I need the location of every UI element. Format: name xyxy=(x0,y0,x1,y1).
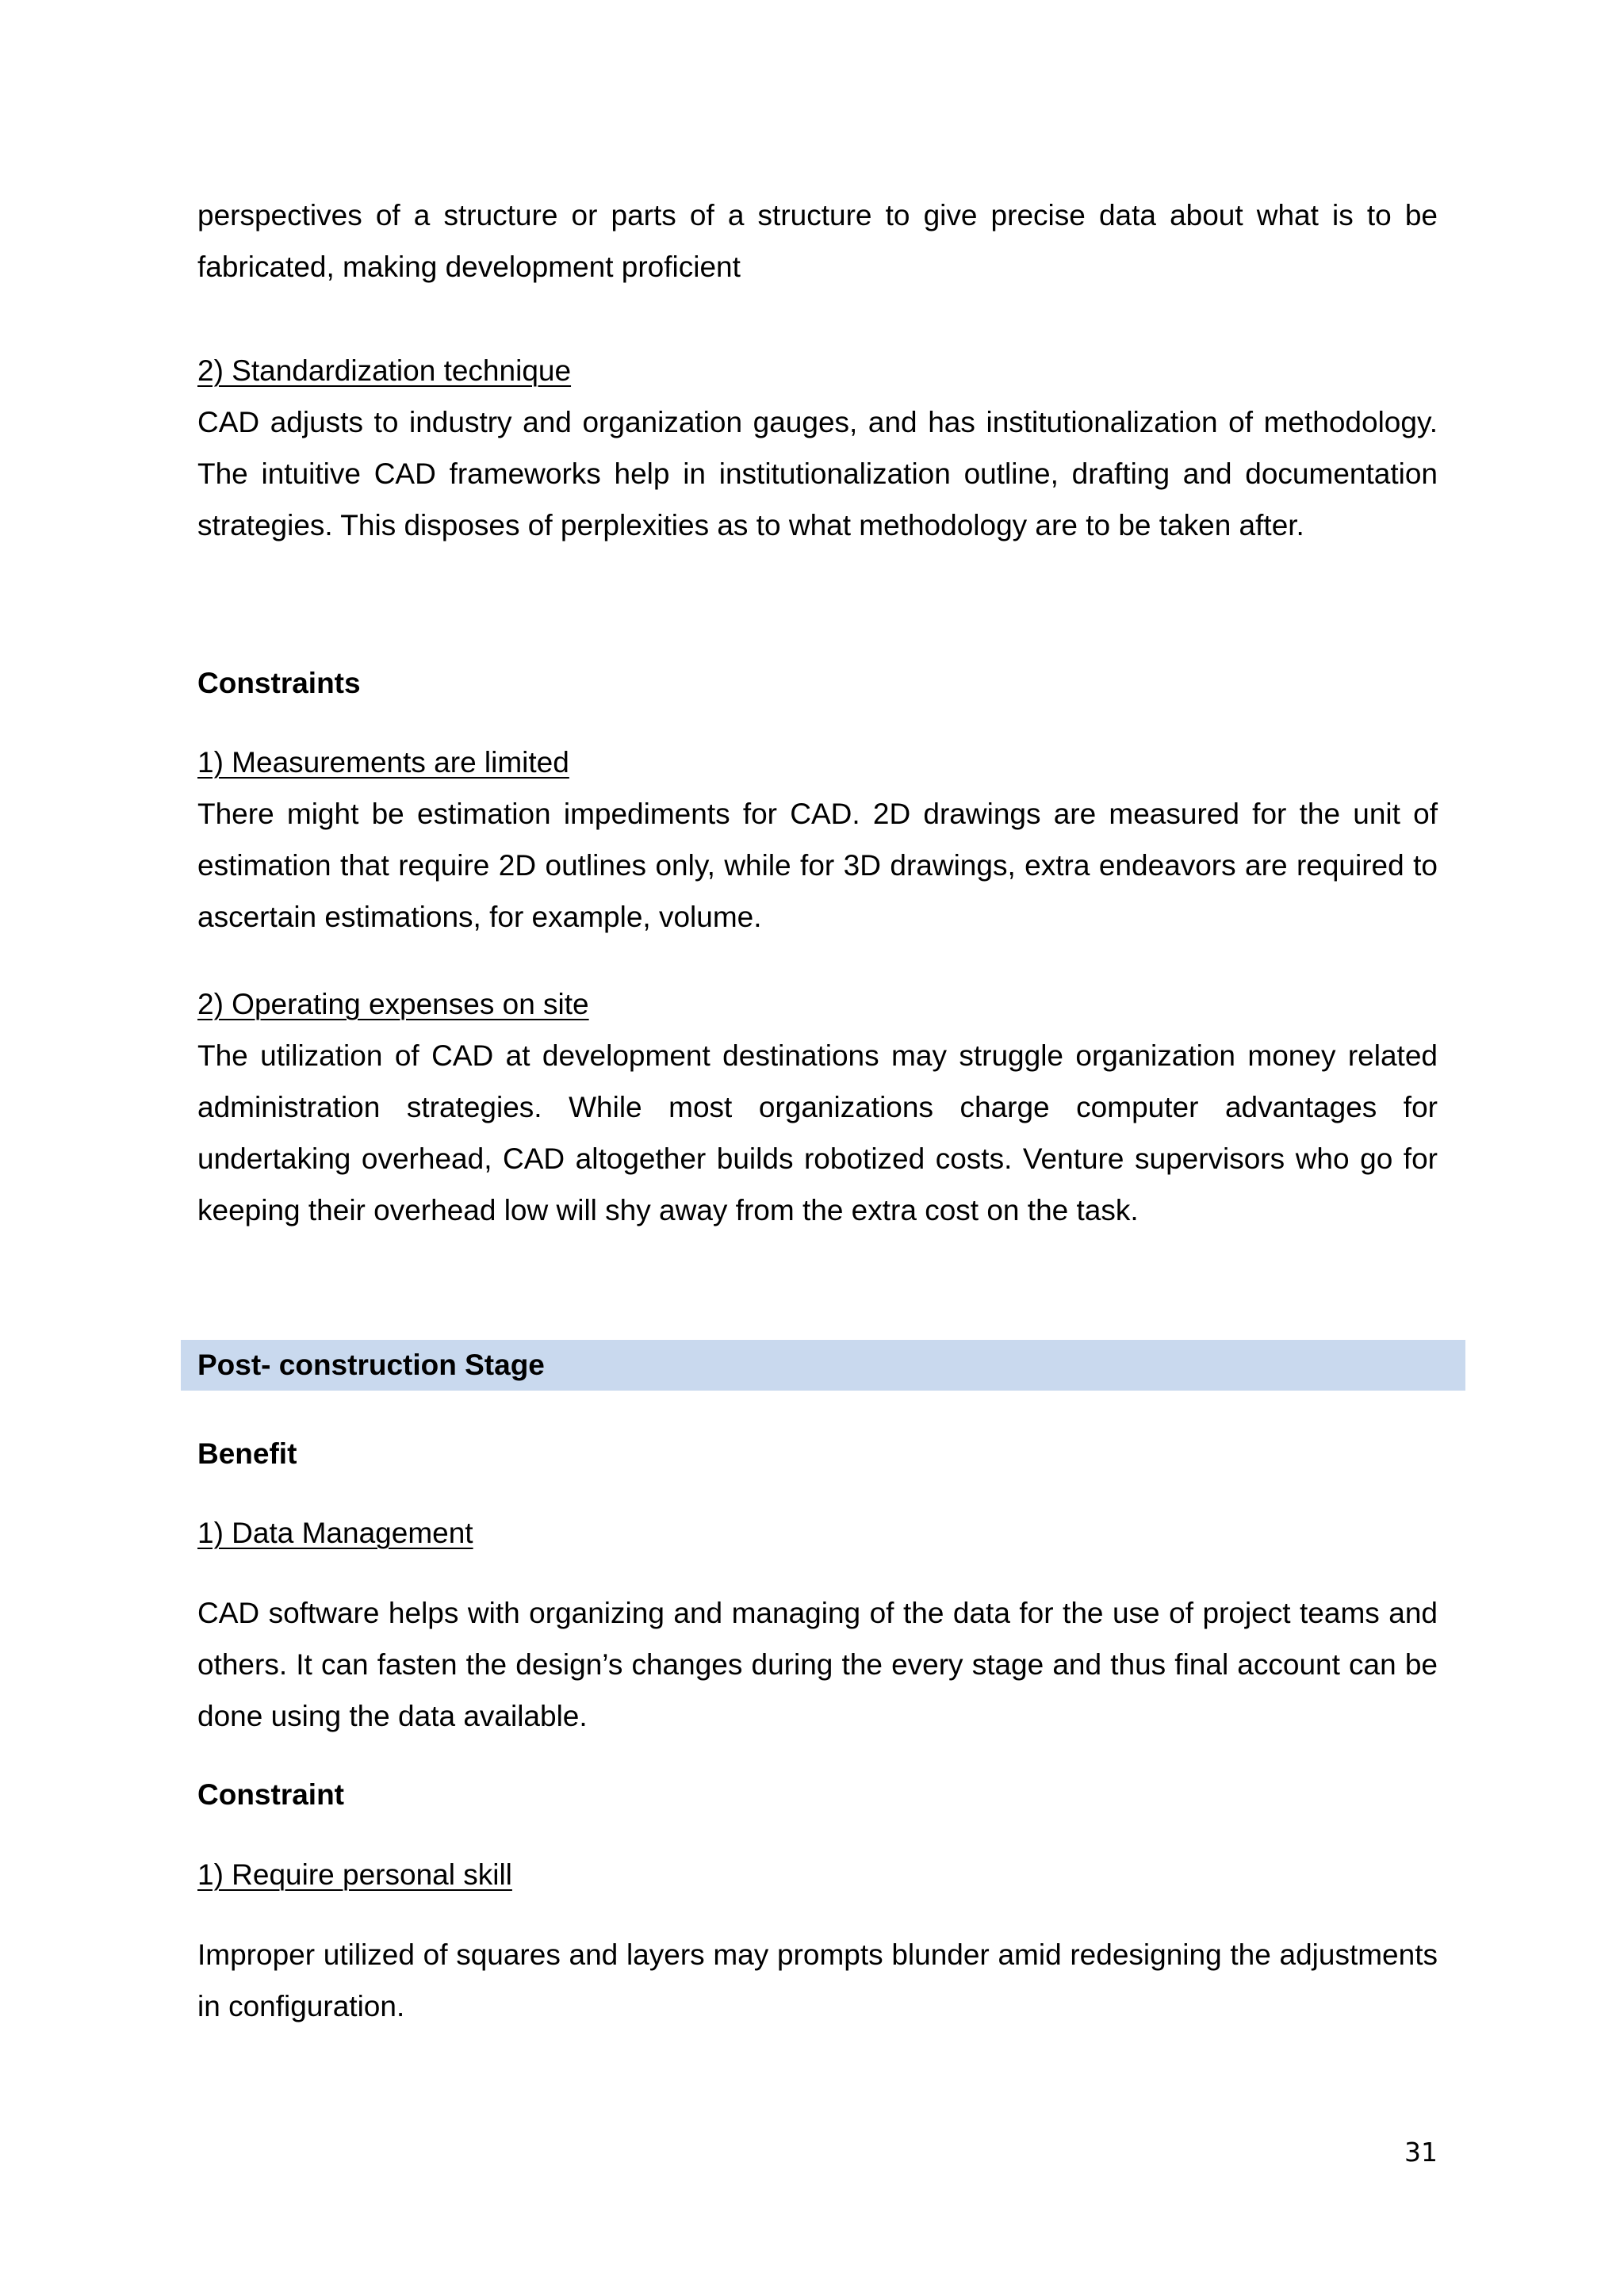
constraint-1-heading: 1) Measurements are limited xyxy=(197,746,569,779)
constraint-heading: Constraint xyxy=(197,1778,344,1811)
standardization-heading: 2) Standardization technique xyxy=(197,354,572,387)
personal-skill-body: Improper utilized of squares and layers may prompts blunder amid redesigning the adjustments in configuration. xyxy=(197,1938,1438,2022)
data-management-body: CAD software helps with organizing and managing of the data for the use of project teams and others. It can fasten the design’s changes during the every stage and thus final account can be done using the data available. xyxy=(197,1597,1438,1732)
intro-paragraph: perspectives of a structure or parts of a structure to give precise data about what is to be fabricated, making development proficient xyxy=(197,199,1438,283)
page-number: 31 xyxy=(1404,2137,1438,2168)
post-construction-title: Post- construction Stage xyxy=(197,1349,545,1381)
constraint-2-body: The utilization of CAD at development destinations may struggle organization money related administration strategies. While most organizations charge computer advantages for undertaking overhead, CAD altogether builds robotized costs. Venture supervisors who go for keeping their overhead low will shy away from the extra cost on the task. xyxy=(197,1039,1438,1226)
data-management-heading: 1) Data Management xyxy=(197,1517,473,1549)
constraints-heading: Constraints xyxy=(197,667,361,699)
constraint-1-body: There might be estimation impediments for CAD. 2D drawings are measured for the unit of estimation that require 2D outlines only, while for 3D drawings, extra endeavors are required to ascertain estimations, for example, volume. xyxy=(197,798,1438,933)
standardization-body: CAD adjusts to industry and organization gauges, and has institutionalization of methodology. The intuitive CAD frameworks help in institutionalization outline, drafting and documentation strategies. This disposes of perplexities as to what methodology are to be taken after. xyxy=(197,406,1438,541)
personal-skill-heading: 1) Require personal skill xyxy=(197,1858,512,1891)
constraint-2-heading: 2) Operating expenses on site xyxy=(197,988,589,1020)
benefit-heading: Benefit xyxy=(197,1437,297,1470)
